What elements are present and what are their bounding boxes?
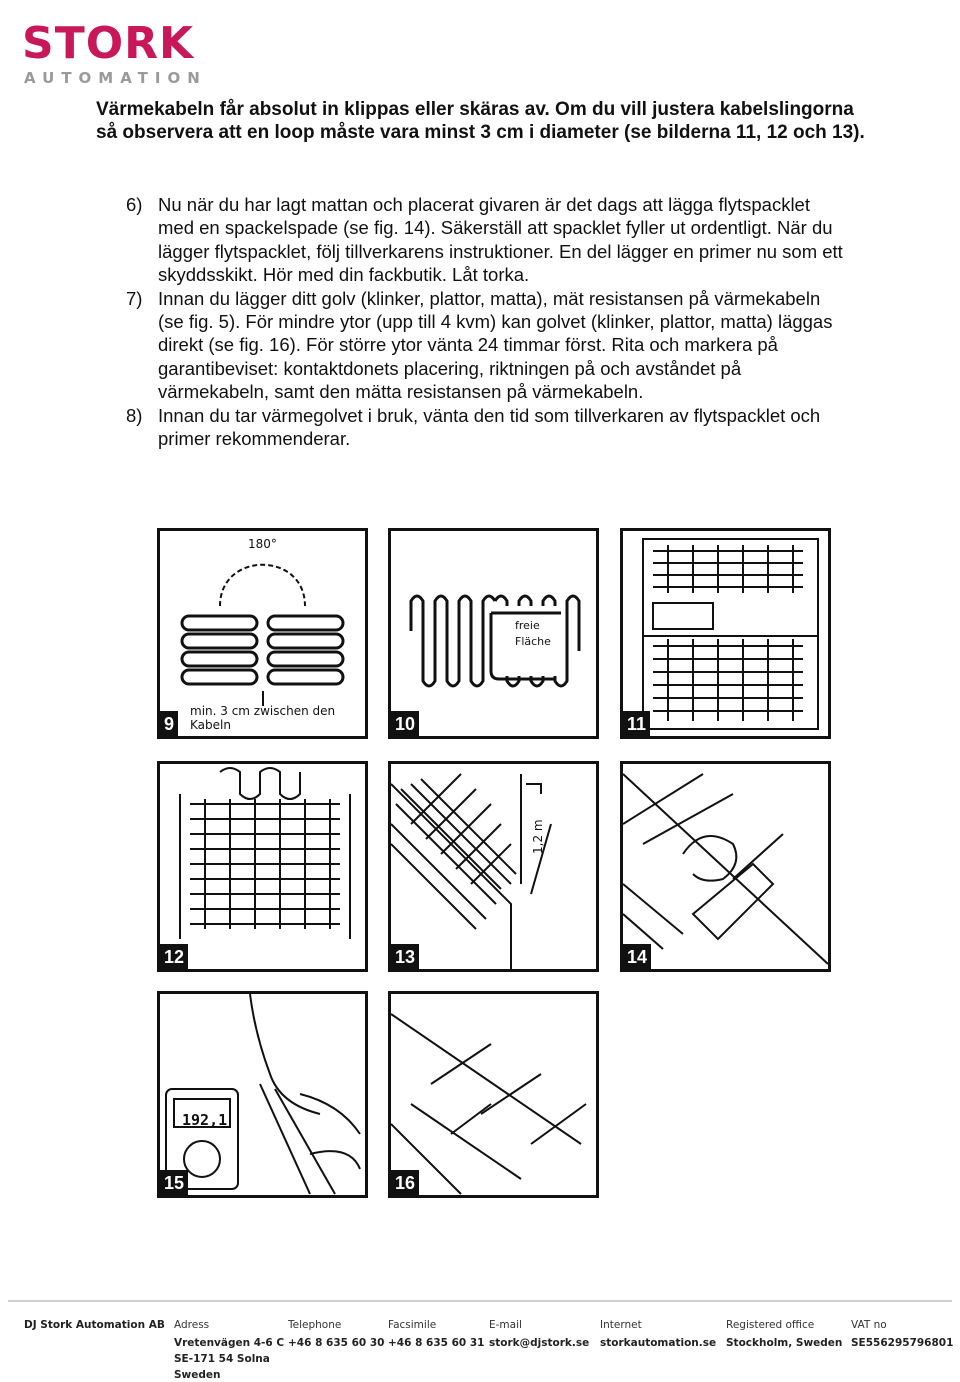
footer-vat bbox=[851, 1316, 953, 1352]
footer-office bbox=[726, 1316, 842, 1352]
figure-number: 10 bbox=[391, 711, 419, 736]
footer-company bbox=[24, 1316, 165, 1334]
step-number: 7) bbox=[126, 287, 143, 309]
intro-paragraph: Värmekabeln får absolut in klippas eller skäras av. Om du vill justera kabelslingorna så observera att en loop måste vara minst 3 cm i diameter (se bilderna 11, 12 och 13). bbox=[96, 99, 865, 143]
figure-15-resistance-measurement bbox=[157, 991, 368, 1198]
step-text: Nu när du har lagt mattan och placerat givaren är det dags att lägga flytspacklet med en spackelspade (se fig. 14). Säkerställ att spacklet fyller ut ordentligt. När du lägger flytspacklet, följ tillverkarens instruktioner. En del lägger en primer nu som ett skyddsskikt. Hör med din fackbutik. Låt torka. bbox=[158, 194, 843, 286]
address-line-3: Sweden bbox=[174, 1369, 221, 1381]
figure-11-mat-layout bbox=[620, 528, 831, 739]
email-label: E-mail bbox=[489, 1319, 522, 1331]
vat-label: VAT no bbox=[851, 1319, 887, 1331]
figure-14-spreading-screed bbox=[620, 761, 831, 972]
internet-label: Internet bbox=[600, 1319, 642, 1331]
office-label: Registered office bbox=[726, 1319, 815, 1331]
free-area-illustration bbox=[391, 531, 596, 736]
step-text: Innan du lägger ditt golv (klinker, plattor, matta), mät resistansen på värmekabeln (se fig. 5). För mindre ytor (upp till 4 kvm) kan golvet (klinker, plattor, matta) läggas direkt (se fig. 16). För större ytor vänta 24 timmar först. Rita och markera på garantibeviset: kontaktdonets placering, riktningen på och avståndet på värmekabeln, samt den mätta resistansen på värmekabeln. bbox=[158, 287, 833, 403]
figure-16-tiles bbox=[388, 991, 599, 1198]
step-item bbox=[126, 287, 846, 404]
figure-number: 16 bbox=[391, 1170, 419, 1195]
fax-label: Facsimile bbox=[388, 1319, 437, 1331]
spreading-screed-illustration bbox=[623, 764, 828, 969]
footer-phone bbox=[288, 1316, 384, 1352]
address-line-1: Vretenvägen 4-6 C bbox=[174, 1337, 285, 1349]
mat-layout-illustration bbox=[623, 531, 828, 736]
figure-number: 14 bbox=[623, 944, 651, 969]
step-text: Innan du tar värmegolvet i bruk, vänta den tid som tillverkaren av flytspacklet och primer rekommenderar. bbox=[158, 404, 821, 450]
instruction-steps bbox=[126, 193, 846, 450]
step-item bbox=[126, 193, 846, 287]
office-location: Stockholm, Sweden bbox=[726, 1337, 843, 1349]
step-item bbox=[126, 404, 846, 451]
figure-number: 15 bbox=[160, 1170, 188, 1195]
company-name: DJ Stork Automation AB bbox=[24, 1319, 165, 1331]
footer-internet bbox=[600, 1316, 716, 1352]
multimeter-illustration bbox=[160, 994, 365, 1195]
website-link[interactable]: storkautomation.se bbox=[600, 1337, 717, 1349]
footer-address bbox=[174, 1316, 285, 1381]
figure-number: 13 bbox=[391, 944, 419, 969]
step-number: 8) bbox=[126, 404, 143, 426]
fax-number: +46 8 635 60 31 bbox=[388, 1337, 485, 1349]
figure-9-loop-spacing bbox=[157, 528, 368, 739]
tiles-illustration bbox=[391, 994, 596, 1195]
figure-caption: min. 3 cm zwischen den Kabeln bbox=[190, 704, 336, 732]
address-label: Adress bbox=[174, 1319, 210, 1331]
sensor-placement-illustration bbox=[391, 764, 596, 969]
phone-number: +46 8 635 60 30 bbox=[288, 1337, 385, 1349]
footer-fax bbox=[388, 1316, 484, 1352]
vat-number: SE556295796801 bbox=[851, 1337, 954, 1349]
multimeter-display: 192,1 bbox=[182, 1111, 228, 1129]
free-area-label-line2: Fläche bbox=[515, 635, 551, 648]
company-footer bbox=[0, 1316, 960, 1381]
step-number: 6) bbox=[126, 194, 143, 215]
figure-13-sensor-placement bbox=[388, 761, 599, 972]
address-line-2: SE-171 54 Solna bbox=[174, 1353, 270, 1365]
logo-wordmark: STORK bbox=[22, 18, 195, 69]
logo-subtitle: AUTOMATION bbox=[24, 69, 207, 87]
email-address[interactable]: stork@djstork.se bbox=[489, 1337, 590, 1349]
footer-email bbox=[489, 1316, 589, 1352]
figure-10-free-area bbox=[388, 528, 599, 739]
figure-number: 12 bbox=[160, 944, 188, 969]
phone-label: Telephone bbox=[288, 1319, 342, 1331]
figure-12-cable-loops bbox=[157, 761, 368, 972]
free-area-label-line1: freie bbox=[515, 619, 540, 632]
figure-number: 9 bbox=[160, 711, 178, 736]
company-logo bbox=[22, 18, 242, 87]
height-label: 1,2 m bbox=[531, 819, 545, 854]
figure-number: 11 bbox=[623, 711, 650, 736]
footer-divider bbox=[8, 1300, 952, 1302]
angle-label: 180° bbox=[248, 537, 277, 551]
cable-loops-illustration bbox=[160, 764, 365, 969]
